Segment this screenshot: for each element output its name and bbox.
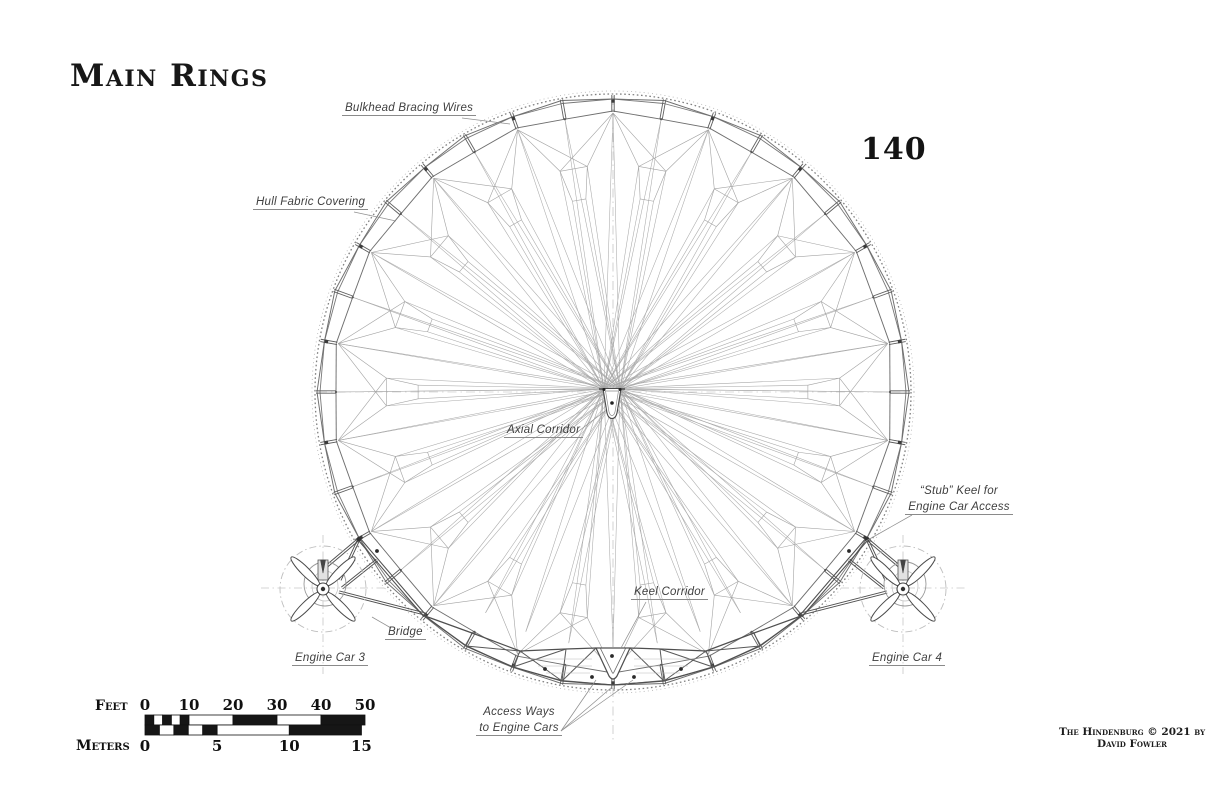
label-keel-corridor: Keel Corridor — [631, 586, 708, 600]
label-stub-keel — [900, 485, 1018, 515]
station-number: 140 — [861, 132, 927, 167]
label-stub-keel-line1: “Stub” Keel for — [920, 485, 998, 497]
label-bridge: Bridge — [385, 626, 426, 640]
feet-tick-label: 20 — [222, 696, 244, 714]
label-bulkhead-bracing-wires: Bulkhead Bracing Wires — [342, 102, 476, 116]
feet-tick-label: 50 — [354, 696, 376, 714]
scale-bar — [145, 715, 365, 735]
feet-tick-label: 40 — [310, 696, 332, 714]
credit-title: The Hindenburg — [1058, 726, 1144, 738]
credit-block — [1056, 726, 1208, 750]
label-engine-car-3: Engine Car 3 — [292, 652, 368, 666]
label-access-ways — [474, 706, 564, 736]
label-access-ways-line2: to Engine Cars — [476, 722, 562, 736]
scale-meters-label: Meters — [76, 738, 130, 754]
label-hull-fabric-covering: Hull Fabric Covering — [253, 196, 368, 210]
feet-tick-label: 0 — [139, 696, 151, 714]
scale-feet-label: Feet — [95, 698, 128, 714]
label-access-ways-line1: Access Ways — [483, 706, 555, 718]
credit-copyright: © 2021 by David Fowler — [1097, 726, 1206, 750]
feet-tick-label: 30 — [266, 696, 288, 714]
label-stub-keel-line2: Engine Car Access — [905, 501, 1013, 515]
meters-tick-label: 5 — [211, 737, 223, 755]
meters-tick-label: 15 — [351, 737, 372, 755]
label-engine-car-4: Engine Car 4 — [869, 652, 945, 666]
keel-truss — [425, 616, 801, 685]
label-axial-corridor: Axial Corridor — [504, 424, 583, 438]
feet-tick-label: 10 — [178, 696, 200, 714]
page-title: Main Rings — [70, 58, 269, 94]
meters-tick-label: 0 — [139, 737, 151, 755]
meters-tick-label: 10 — [278, 737, 300, 755]
